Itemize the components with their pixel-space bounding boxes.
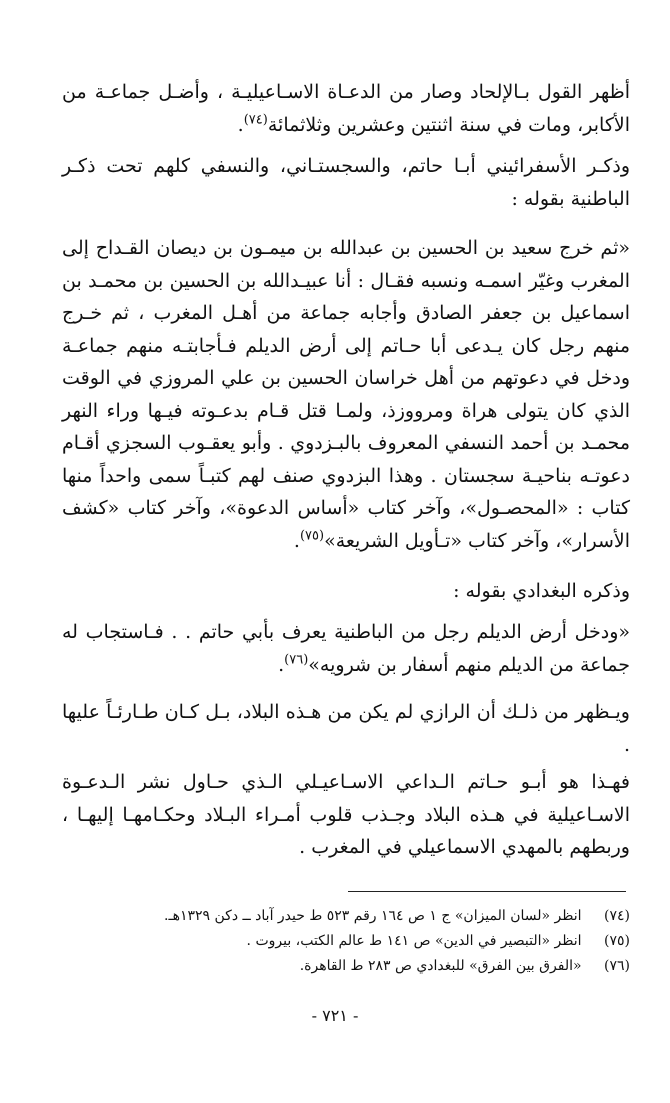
paragraph-tail: . <box>293 529 300 552</box>
paragraph-conclusion <box>62 766 630 864</box>
footnote-75 <box>62 929 630 954</box>
footnote-number: (٧٥) <box>604 933 630 949</box>
footnote-74 <box>62 904 630 929</box>
paragraph-text: «ثم خرج سعيد بن الحسين بن عبدالله بن ميمـون بن ديصان القـداح إلى المغرب وغيّر اسمـه ونسبه فقـال : أنا عبيـدالله بن الحسين بن محمـد بن اسماعيل بن جعفر الصادق وأجابه جماعة من أهـل المغرب ، ثم خـرج منهم رجل كان يـدعى أبا حـاتم إلى أرض الديلم فـأجابتـه منهم جماعـة ودخل في دعوتهم من أهل خراسان الحسين بن علي المروزي في الوقت الذي كان يتولى هراة ومرووزذ، ولمـا قتل قـام بدعـوته فيـها وراء النهر محمـد بن أحمد النسفي المعروف بالبـزدوي . وأبو يعقـوب السجزي أقـام دعوتـه بناحيـة سجستان . وهذا البزدوي صنف لهم كتبـاً سمى واحداً منها كتاب : «المحصـول»، وآخر كتاب «أساس الدعوة»، وآخر كتاب «كشف الأسرار»، وآخر كتاب «تـأويل الشريعة» <box>62 237 630 552</box>
paragraph-text: ويـظهر من ذلـك أن الرازي لم يكن من هـذه البلاد، بـل كـان طـارئـاً عليها . <box>62 701 630 756</box>
footnote-text: انظر «لسان الميزان» ج ١ ص ١٦٤ رقم ٥٢٣ ط حيدر آباد ــ دكن ١٣٢٩هـ. <box>164 908 582 924</box>
paragraph-baghdadi-intro <box>62 575 630 608</box>
footnote-divider <box>348 891 626 892</box>
paragraph-text: وذكره البغدادي بقوله : <box>453 580 630 602</box>
paragraph-razi-origin <box>62 696 630 761</box>
footnote-text: «الفرق بين الفرق» للبغدادي ص ٢٨٣ ط القاهرة. <box>299 958 582 974</box>
paragraph-tail: . <box>278 653 285 676</box>
paragraph-text: أظهر القول بـالإلحاد وصار من الدعـاة الاسـاعيليـة ، وأضـل جماعـة من الأكابر، ومات في سنة اثنتين وعشرين وثلاثمائة <box>62 81 630 136</box>
footnote-ref-74: (٧٤) <box>243 112 268 128</box>
paragraph-text: وذكـر الأسفرائيني أبـا حاتم، والسجستـاني، والنسفي كلهم تحت ذكـر الباطنية بقوله : <box>62 155 630 210</box>
footnote-ref-75: (٧٥) <box>299 528 325 544</box>
footnote-number: (٧٦) <box>604 958 630 974</box>
paragraph-text: فهـذا هو أبـو حـاتم الـداعي الاسـاعيـلي الـذي حـاول نشر الـدعـوة الاسـاعيلية في هـذه البلاد وجـذب قلوب أمـراء البـلاد وحكـامهـا إليهـا ، وربطهم بالمهدي الاسماعيلي في المغرب . <box>62 771 630 858</box>
paragraph-abu-hatim-death <box>62 76 630 141</box>
paragraph-tail: . <box>237 113 244 136</box>
paragraph-text: «ودخل أرض الديلم رجل من الباطنية يعرف بأبي حاتم . . فـاستجاب له جماعة من الديلم منهم أسفار بن شرويه» <box>62 621 630 676</box>
footnote-ref-76: (٧٦) <box>284 652 309 668</box>
quote-baghdadi <box>62 616 630 681</box>
quote-isfaraini <box>62 232 630 557</box>
footnote-number: (٧٤) <box>604 908 630 924</box>
footnote-76 <box>62 954 630 979</box>
paragraph-isfaraini-intro <box>62 150 630 215</box>
page-number: - ٧٢١ - <box>311 1006 359 1025</box>
footnotes <box>62 904 630 979</box>
footnote-text: انظر «التبصير في الدين» ص ١٤١ ط عالم الكتب، بيروت . <box>246 933 582 949</box>
